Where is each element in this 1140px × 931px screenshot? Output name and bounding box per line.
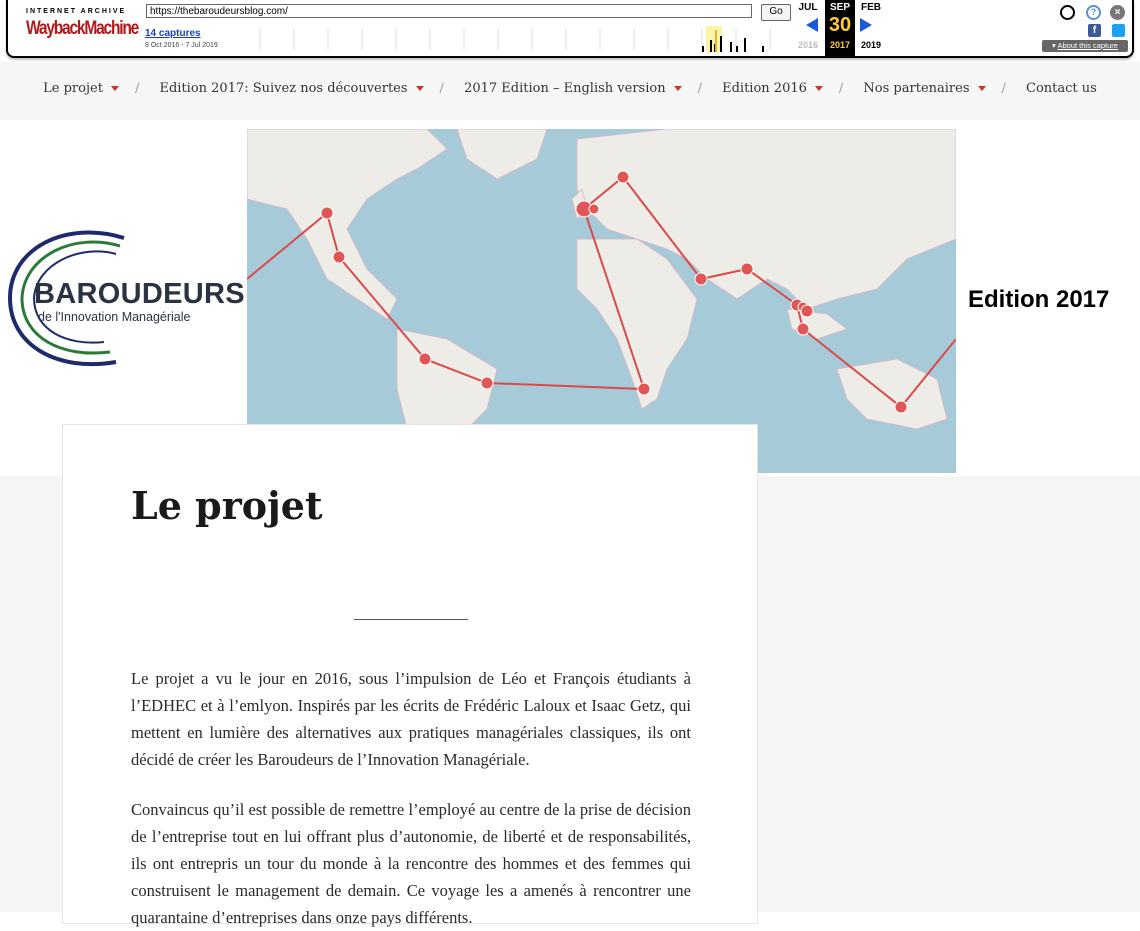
edition-label: Edition 2017 <box>968 286 1110 313</box>
nav-item-contact[interactable] <box>1026 81 1097 96</box>
wayback-prev-year[interactable]: 2016 <box>797 40 819 50</box>
wayback-current-day: 30 <box>828 14 852 36</box>
wayback-toolbar-frame <box>6 0 1134 58</box>
twitter-icon[interactable] <box>1112 24 1125 37</box>
help-icon[interactable]: ? <box>1086 5 1101 20</box>
site-navigation <box>0 62 1140 120</box>
site-logo[interactable] <box>6 224 246 372</box>
wayback-next-month[interactable]: FEB <box>861 2 881 13</box>
caret-down-icon[interactable] <box>978 86 986 91</box>
wayback-capture-range: 8 Oct 2016 - 7 Jul 2019 <box>145 42 218 49</box>
wayback-current-year: 2017 <box>829 40 851 50</box>
wayback-sparkline[interactable] <box>240 22 786 54</box>
world-route-map <box>247 129 956 473</box>
article-paragraph: Convaincus qu’il est possible de remettre l’employé au centre de la prise de décision de l’entreprise tout en lui offrant plus d’autonomie, de liberté et de responsabilités, ils ont entrepris un tour du monde à la rencontre des hommes et des femmes qui construisent le management de demain. Ce voyage les a amenés à rencontrer une quarantaine d’entreprises dans onze pays différents. <box>131 800 691 927</box>
nav-item-label: Edition 2017: Suivez nos découvertes <box>159 81 408 96</box>
caret-down-icon[interactable] <box>416 86 424 91</box>
nav-item-label: 2017 Edition – English version <box>464 81 666 96</box>
nav-separator: / <box>439 81 444 96</box>
nav-item-label: Nos partenaires <box>863 81 970 96</box>
page-title: Le projet <box>131 483 323 528</box>
facebook-icon[interactable]: f <box>1088 24 1101 37</box>
nav-separator: / <box>1001 81 1006 96</box>
nav-separator: / <box>697 81 702 96</box>
wayback-about-label: About this capture <box>1057 41 1118 50</box>
map-graphic <box>247 129 956 473</box>
caret-down-icon[interactable] <box>111 86 119 91</box>
close-icon[interactable]: × <box>1110 5 1125 20</box>
nav-item-label: Contact us <box>1026 81 1097 96</box>
wayback-next-arrow-icon[interactable] <box>860 18 872 32</box>
header-banner[interactable] <box>0 120 1140 476</box>
wayback-url-input[interactable]: https://thebaroudeursblog.com/ <box>146 4 752 18</box>
wayback-toolbar <box>0 0 1140 62</box>
article-card <box>62 424 758 927</box>
wayback-about-capture[interactable] <box>1042 40 1128 52</box>
nav-separator: / <box>134 81 140 96</box>
logo-subtitle: de l'Innovation Managériale <box>38 310 191 324</box>
wayback-next-year[interactable]: 2019 <box>860 40 882 50</box>
nav-item-label: Le projet <box>43 81 103 96</box>
wayback-current-month: SEP <box>829 2 850 13</box>
wayback-go-button[interactable]: Go <box>761 4 791 21</box>
wayback-logo-caption: INTERNET ARCHIVE <box>26 8 127 15</box>
wayback-current-date <box>825 0 855 56</box>
user-account-icon[interactable] <box>1060 5 1075 20</box>
logo-title: BAROUDEURS <box>34 278 245 310</box>
nav-item-english-version[interactable] <box>464 81 682 96</box>
nav-item-le-projet[interactable] <box>43 81 119 96</box>
nav-item-label: Edition 2016 <box>722 81 807 96</box>
wayback-logo[interactable]: WaybackMachine <box>26 18 139 39</box>
nav-item-edition-2016[interactable] <box>722 81 823 96</box>
nav-separator: / <box>838 81 844 96</box>
nav-item-edition-2017[interactable] <box>159 81 423 96</box>
wayback-captures-link[interactable]: 14 captures <box>145 28 201 39</box>
wayback-prev-arrow-icon[interactable] <box>806 18 818 32</box>
caret-down-icon[interactable] <box>815 86 823 91</box>
article-paragraph: Le projet a vu le jour en 2016, sous l’impulsion de Léo et François étudiants à l’EDHEC et à l’emlyon. Inspirés par les écrits de Frédéric Laloux et Isaac Getz, qui mettent en lumière des alternatives aux pratiques managériales classiques, ils ont décidé de créer les Baroudeurs de l’Innovation Managériale. <box>131 669 691 769</box>
caret-down-icon: ▾ <box>1052 41 1058 50</box>
caret-down-icon[interactable] <box>674 86 682 91</box>
nav-item-partenaires[interactable] <box>863 81 985 96</box>
title-divider <box>354 619 468 620</box>
wayback-prev-month[interactable]: JUL <box>798 2 818 13</box>
